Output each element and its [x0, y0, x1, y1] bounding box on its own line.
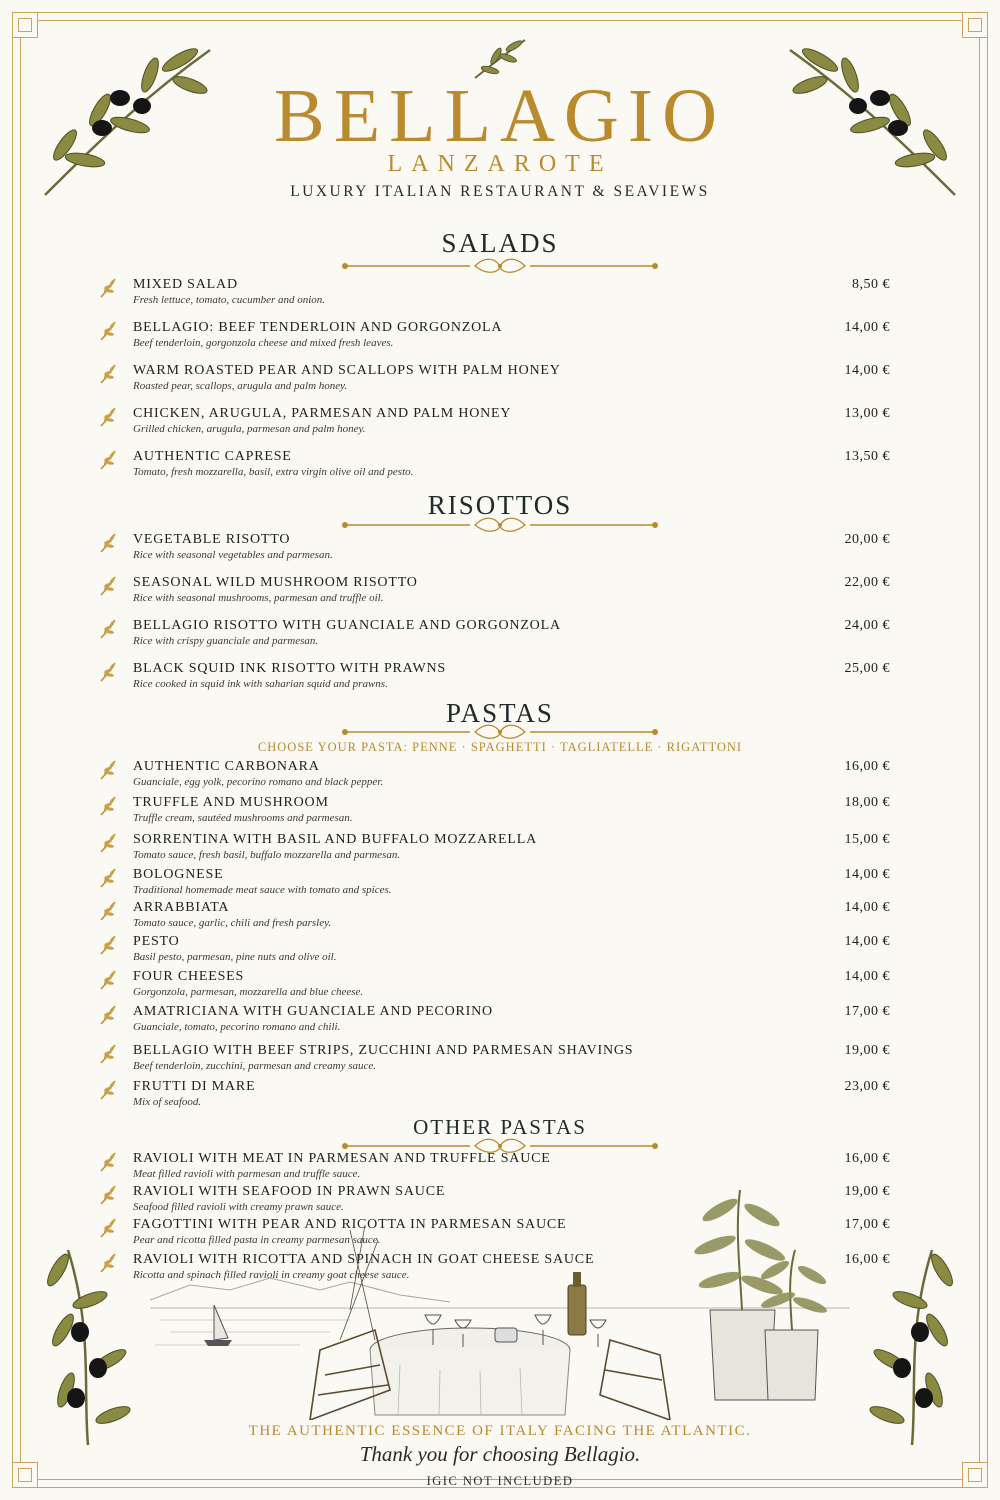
menu-item-price: 23,00 €: [844, 1079, 890, 1094]
menu-item-name: MIXED SALAD: [133, 277, 238, 292]
menu-item-description: Mix of seafood.: [133, 1096, 202, 1108]
menu-item-price: 14,00 €: [844, 320, 890, 335]
menu-item-price: 14,00 €: [844, 934, 890, 949]
laurel-leaf-icon: [98, 934, 120, 956]
section-title-salads: SALADS: [441, 228, 559, 258]
menu-item-name: TRUFFLE AND MUSHROOM: [133, 795, 329, 810]
menu-item-price: 16,00 €: [844, 1252, 890, 1267]
laurel-leaf-icon: [98, 795, 120, 817]
laurel-leaf-icon: [98, 900, 120, 922]
menu-item-description: Truffle cream, sautéed mushrooms and parmesan.: [133, 812, 353, 824]
menu-item-price: 16,00 €: [844, 759, 890, 774]
menu-item-price: 22,00 €: [844, 575, 890, 590]
menu-item-name: RAVIOLI WITH MEAT IN PARMESAN AND TRUFFLE SAUCE: [133, 1151, 551, 1166]
laurel-leaf-icon: [98, 532, 120, 554]
menu-item-description: Tomato, fresh mozzarella, basil, extra virgin olive oil and pesto.: [133, 466, 414, 478]
section-title-risottos: RISOTTOS: [427, 490, 573, 520]
menu-item-description: Fresh lettuce, tomato, cucumber and onion.: [133, 294, 326, 306]
laurel-leaf-icon: [98, 1217, 120, 1239]
menu-item-description: Rice with seasonal vegetables and parmesan.: [133, 549, 333, 561]
menu-item-price: 16,00 €: [844, 1151, 890, 1166]
laurel-leaf-icon: [98, 1004, 120, 1026]
laurel-leaf-icon: [98, 661, 120, 683]
menu-item-name: AUTHENTIC CARBONARA: [133, 759, 320, 774]
laurel-leaf-icon: [98, 449, 120, 471]
footer-tax-note: IGIC NOT INCLUDED: [426, 1474, 574, 1488]
menu-item-name: FRUTTI DI MARE: [133, 1079, 256, 1094]
menu-item-name: SEASONAL WILD MUSHROOM RISOTTO: [133, 575, 418, 590]
menu-item-description: Guanciale, tomato, pecorino romano and chili.: [133, 1021, 341, 1033]
laurel-leaf-icon: [98, 277, 120, 299]
menu-item-name: SORRENTINA WITH BASIL AND BUFFALO MOZZARELLA: [133, 832, 537, 847]
menu-item-price: 19,00 €: [844, 1184, 890, 1199]
menu-item-price: 17,00 €: [844, 1217, 890, 1232]
menu-item-name: RAVIOLI WITH SEAFOOD IN PRAWN SAUCE: [133, 1184, 446, 1199]
restaurant-location: LANZAROTE: [387, 151, 613, 177]
section-divider: [340, 254, 660, 278]
laurel-leaf-icon: [98, 1184, 120, 1206]
laurel-leaf-icon: [98, 406, 120, 428]
menu-item-description: Beef tenderloin, zucchini, parmesan and creamy sauce.: [133, 1060, 377, 1072]
menu-item-price: 20,00 €: [844, 532, 890, 547]
laurel-leaf-icon: [98, 1151, 120, 1173]
footer-slogan: THE AUTHENTIC ESSENCE OF ITALY FACING THE ATLANTIC.: [248, 1423, 752, 1439]
menu-item-description: Ricotta and spinach filled ravioli in creamy goat cheese sauce.: [133, 1269, 410, 1281]
menu-item-name: PESTO: [133, 934, 180, 949]
menu-item-price: 15,00 €: [844, 832, 890, 847]
menu-item-description: Beef tenderloin, gorgonzola cheese and mixed fresh leaves.: [133, 337, 394, 349]
menu-item-name: BLACK SQUID INK RISOTTO WITH PRAWNS: [133, 661, 446, 676]
menu-item-description: Seafood filled ravioli with creamy prawn sauce.: [133, 1201, 344, 1213]
restaurant-tagline: LUXURY ITALIAN RESTAURANT & SEAVIEWS: [290, 183, 710, 200]
menu-item-price: 19,00 €: [844, 1043, 890, 1058]
laurel-leaf-icon: [98, 1252, 120, 1274]
menu-item-description: Pear and ricotta filled pasta in creamy parmesan sauce.: [133, 1234, 381, 1246]
section-title-other-pastas: OTHER PASTAS: [413, 1115, 587, 1139]
laurel-leaf-icon: [98, 759, 120, 781]
menu-item-description: Meat filled ravioli with parmesan and truffle sauce.: [133, 1168, 361, 1180]
menu-item-description: Rice cooked in squid ink with saharian squid and prawns.: [133, 678, 388, 690]
laurel-leaf-icon: [98, 575, 120, 597]
section-divider: [340, 513, 660, 537]
menu-item-description: Basil pesto, parmesan, pine nuts and olive oil.: [133, 951, 337, 963]
menu-item-name: ARRABBIATA: [133, 900, 230, 915]
laurel-leaf-icon: [98, 1079, 120, 1101]
laurel-leaf-icon: [98, 1043, 120, 1065]
menu-item-price: 14,00 €: [844, 363, 890, 378]
menu-item-price: 13,50 €: [844, 449, 890, 464]
menu-item-name: AMATRICIANA WITH GUANCIALE AND PECORINO: [133, 1004, 493, 1019]
section-divider: [340, 720, 660, 744]
laurel-leaf-icon: [98, 363, 120, 385]
menu-item-price: 24,00 €: [844, 618, 890, 633]
menu-item-name: CHICKEN, ARUGULA, PARMESAN AND PALM HONEY: [133, 406, 512, 421]
menu-item-description: Guanciale, egg yolk, pecorino romano and black pepper.: [133, 776, 384, 788]
menu-item-name: BELLAGIO RISOTTO WITH GUANCIALE AND GORGONZOLA: [133, 618, 561, 633]
laurel-leaf-icon: [98, 969, 120, 991]
menu-item-price: 14,00 €: [844, 867, 890, 882]
laurel-leaf-icon: [98, 867, 120, 889]
laurel-leaf-icon: [98, 832, 120, 854]
menu-item-description: Traditional homemade meat sauce with tomato and spices.: [133, 884, 392, 896]
menu-item-name: FOUR CHEESES: [133, 969, 245, 984]
menu-item-name: RAVIOLI WITH RICOTTA AND SPINACH IN GOAT CHEESE SAUCE: [133, 1252, 595, 1267]
menu-item-description: Roasted pear, scallops, arugula and palm honey.: [133, 380, 348, 392]
menu-item-description: Tomato sauce, garlic, chili and fresh parsley.: [133, 917, 332, 929]
menu-item-price: 17,00 €: [844, 1004, 890, 1019]
menu-item-description: Rice with crispy guanciale and parmesan.: [133, 635, 319, 647]
menu-item-price: 13,00 €: [844, 406, 890, 421]
footer-thanks: Thank you for choosing Bellagio.: [359, 1442, 641, 1466]
restaurant-name: BELLAGIO: [274, 74, 726, 158]
terrace-illustration: [150, 1190, 850, 1420]
olive-branch-icon: [852, 1240, 972, 1450]
section-title-pastas: PASTAS: [446, 698, 554, 728]
pasta-choice-note: CHOOSE YOUR PASTA: PENNE · SPAGHETTI · TAGLIATELLE · RIGATTONI: [257, 740, 743, 754]
menu-item-name: BELLAGIO: BEEF TENDERLOIN AND GORGONZOLA: [133, 320, 503, 335]
menu-item-name: BOLOGNESE: [133, 867, 224, 882]
menu-item-price: 8,50 €: [852, 277, 890, 292]
menu-item-price: 18,00 €: [844, 795, 890, 810]
menu-item-price: 14,00 €: [844, 900, 890, 915]
menu-item-name: VEGETABLE RISOTTO: [133, 532, 291, 547]
menu-item-description: Gorgonzola, parmesan, mozzarella and blue cheese.: [133, 986, 364, 998]
menu-item-name: WARM ROASTED PEAR AND SCALLOPS WITH PALM HONEY: [133, 363, 561, 378]
menu-item-description: Tomato sauce, fresh basil, buffalo mozzarella and parmesan.: [133, 849, 401, 861]
menu-item-description: Rice with seasonal mushrooms, parmesan and truffle oil.: [133, 592, 384, 604]
olive-branch-icon: [28, 1240, 148, 1450]
menu-item-price: 14,00 €: [844, 969, 890, 984]
menu-item-price: 25,00 €: [844, 661, 890, 676]
menu-item-name: FAGOTTINI WITH PEAR AND RICOTTA IN PARMESAN SAUCE: [133, 1217, 567, 1232]
menu-item-name: AUTHENTIC CAPRESE: [133, 449, 292, 464]
menu-item-description: Grilled chicken, arugula, parmesan and palm honey.: [133, 423, 366, 435]
laurel-leaf-icon: [98, 618, 120, 640]
laurel-leaf-icon: [98, 320, 120, 342]
menu-item-name: BELLAGIO WITH BEEF STRIPS, ZUCCHINI AND PARMESAN SHAVINGS: [133, 1043, 634, 1058]
